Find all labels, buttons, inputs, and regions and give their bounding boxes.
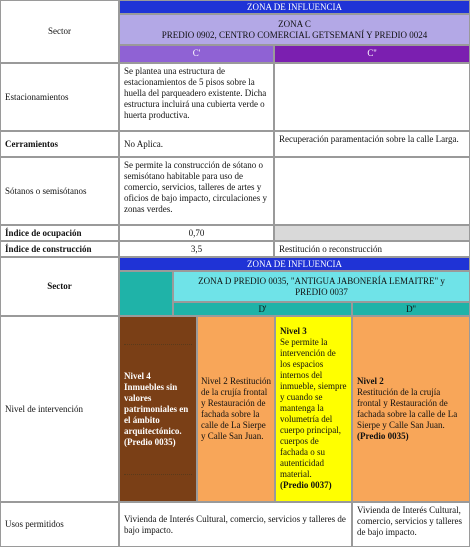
- ocupacion-value: 0,70: [119, 225, 274, 241]
- zona-c-header: ZONA C PREDIO 0902, CENTRO COMERCIAL GETSEMANÍ Y PREDIO 0024: [119, 14, 470, 45]
- estacionamientos-c2-empty: [274, 63, 470, 131]
- zona-d-left-strip: [119, 271, 173, 316]
- nivel-intervencion-label: Nivel de intervención: [0, 316, 119, 502]
- sector-label-top: Sector: [0, 0, 119, 63]
- estacionamientos-text: Se plantea una estructura de estacionamientos de 5 pisos sobre la huella del parqueadero existente. Dicha estructura incluirá una cubierta verde o huerta productiva.: [119, 63, 274, 131]
- column-d1-header: D': [173, 302, 352, 316]
- sotanos-c2-empty: [274, 157, 470, 225]
- column-c1-header: C': [119, 45, 274, 63]
- estacionamientos-label: Estacionamientos: [0, 63, 119, 131]
- cerramientos-c2: Recuperación paramentación sobre la calle Larga.: [274, 131, 470, 157]
- nivel-2-orange-cell: Nivel 2 Restitución de la crujía frontal y Restauración de fachada sobre la calle de La Sierpe y Calle San Juan.: [197, 316, 275, 502]
- ocupacion-label: Índice de ocupación: [0, 225, 119, 241]
- usos-label: Usos permitidos: [0, 502, 119, 547]
- ocupacion-c2-empty: [274, 225, 470, 241]
- column-c2-header: C'': [274, 45, 470, 63]
- nivel-3-cell: Nivel 3 Se permite la intervención de los espacios internos del inmueble, siempre y cuando se mantenga la volumetría del cuerpo principal, cuerpos de fachada o su autenticidad material. (Predio 0037): [275, 316, 352, 502]
- sector-label-bottom: Sector: [0, 257, 119, 316]
- usos-text-d1: Vivienda de Interés Cultural, comercio, servicios y talleres de bajo impacto.: [119, 502, 352, 547]
- nivel-4-cell: Nivel 4 Inmuebles sin valores patrimoniales en el ámbito arquitectónico. (Predio 0035): [119, 316, 197, 502]
- construccion-c2: Restitución o reconstrucción: [274, 241, 470, 257]
- usos-text-d2: Vivienda de Interés Cultural, comercio, servicios y talleres de bajo impacto.: [352, 502, 470, 547]
- sotanos-label: Sótanos o semisótanos: [0, 157, 119, 225]
- zona-d-header: ZONA D PREDIO 0035, "ANTIGUA JABONERÍA LEMAITRE" y PREDIO 0037: [173, 271, 470, 302]
- column-d2-header: D'': [352, 302, 470, 316]
- cerramientos-label: Cerramientos: [0, 131, 119, 157]
- construccion-value: 3,5: [119, 241, 274, 257]
- cerramientos-c1: No Aplica.: [119, 131, 274, 157]
- nivel-2-teal-cell: Nivel 2 Restitución de la crujía frontal y Restauración de fachada sobre la calle de La Sierpe y Calle San Juan. (Predio 0035): [352, 316, 470, 502]
- sotanos-text: Se permite la construcción de sótano o semisótano habitable para uso de comercio, servicios, talleres de artes y oficios de bajo impacto, circulaciones y zonas verdes.: [119, 157, 274, 225]
- zona-influencia-header-bottom: ZONA DE INFLUENCIA: [119, 257, 470, 271]
- zona-influencia-header-top: ZONA DE INFLUENCIA: [119, 0, 470, 14]
- construccion-label: Índice de construcción: [0, 241, 119, 257]
